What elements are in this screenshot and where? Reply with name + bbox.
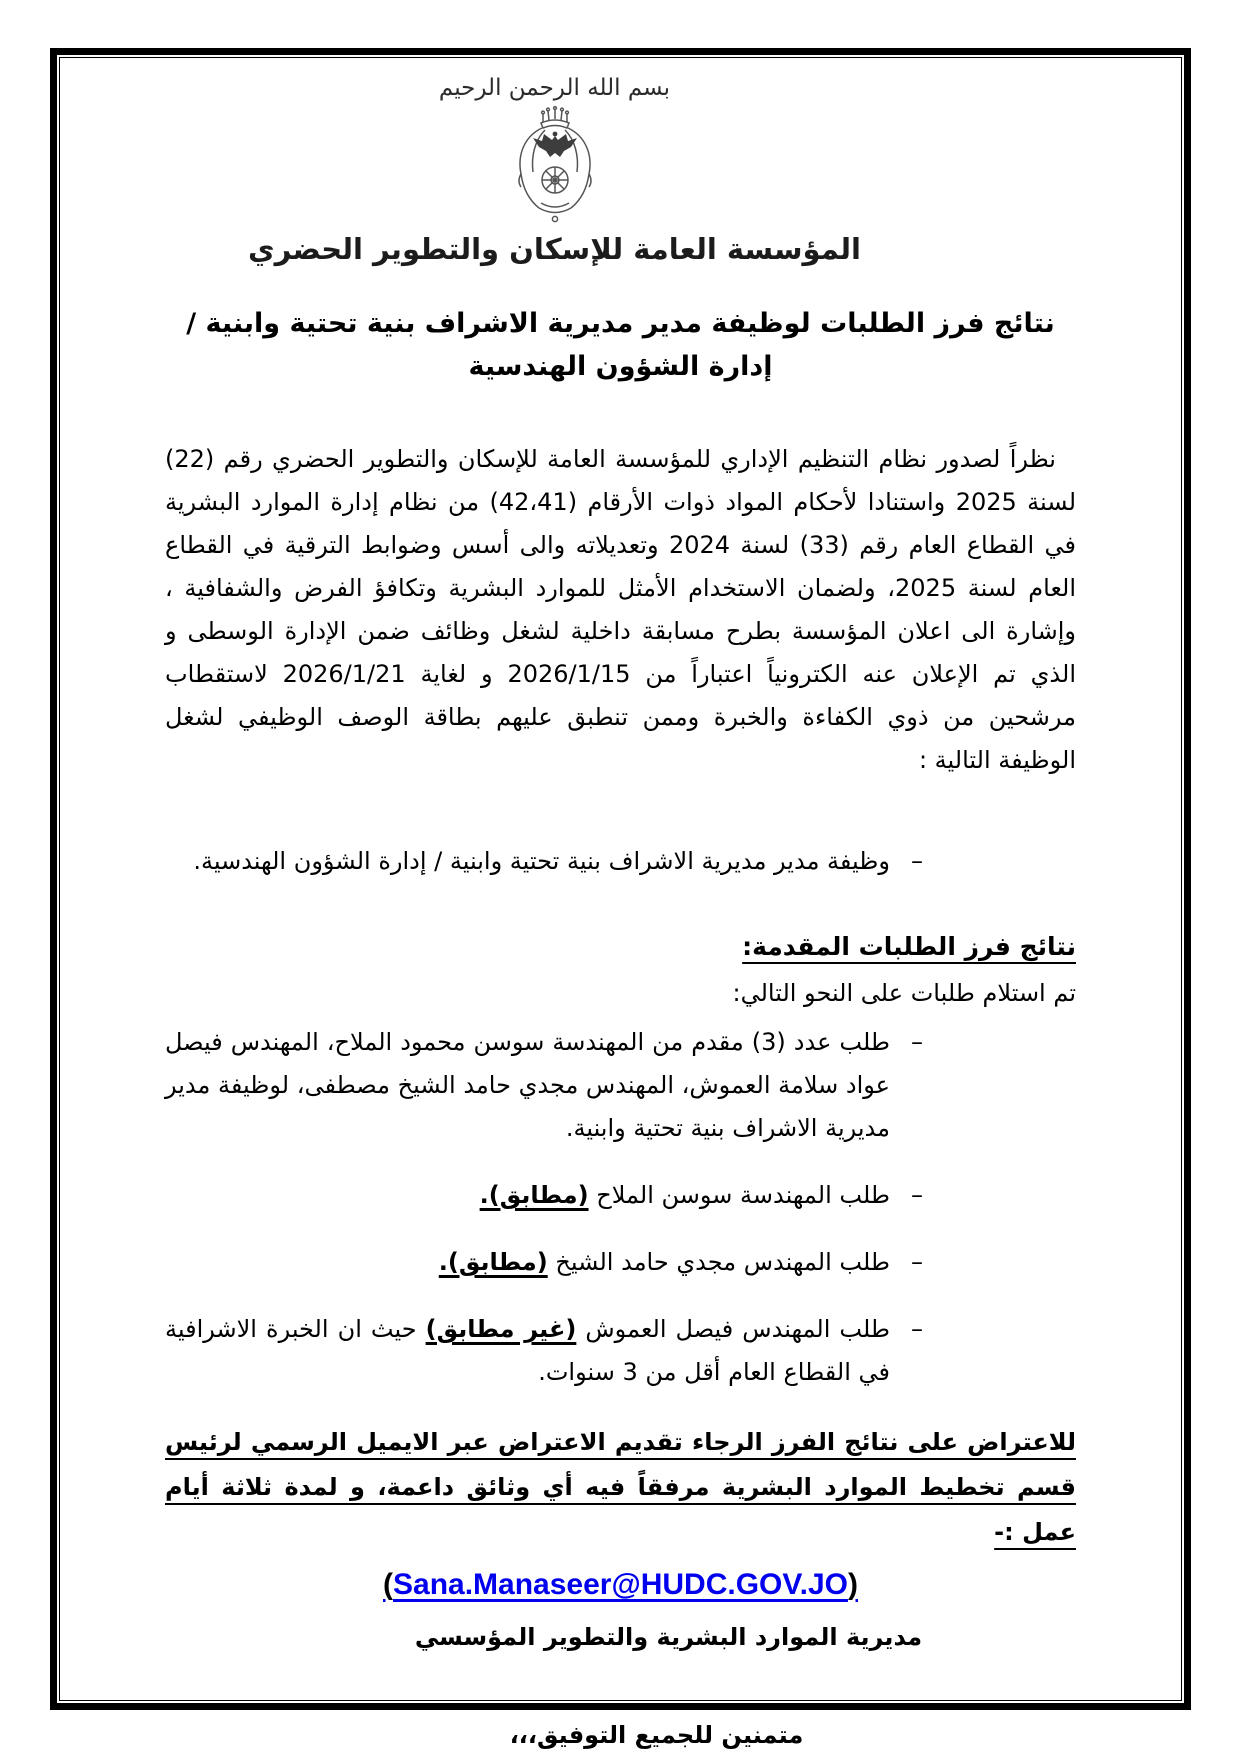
result-bullet-sawsan: [165, 1174, 928, 1217]
objection-notice: للاعتراض على نتائج الفرز الرجاء تقديم الاعتراض عبر الايميل الرسمي لرئيس قسم تخطيط الموارد البشرية مرفقاً فيه أي وثائق داعمة، و لمدة ثلاثة أيام عمل :-: [165, 1428, 1076, 1546]
email-line: [165, 1563, 1076, 1607]
email-open-paren: (: [383, 1568, 393, 1601]
position-bullet: [165, 840, 928, 883]
received-intro-line: تم استلام طلبات على النحو التالي:: [732, 979, 1076, 1007]
organization-name-calligraphy: المؤسسة العامة للإسكان والتطوير الحضري: [248, 232, 861, 266]
applications-summary-text: طلب عدد (3) مقدم من المهندسة سوسن محمود الملاح، المهندس فيصل عواد سلامة العموش، المهندس مجدي حامد الشيخ مصطفى، لوظيفة مدير مديرية الاشراف بنية تحتية وابنية.: [165, 1028, 891, 1142]
bismillah-calligraphy: بسم الله الرحمن الرحيم: [438, 75, 671, 101]
bullet-dash: –: [911, 1315, 923, 1343]
email-link[interactable]: Sana.Manaseer@HUDC.GOV.JO: [393, 1568, 848, 1601]
email-close-paren: ): [847, 1568, 858, 1601]
closing-wishes: متمنين للجميع التوفيق،،،: [509, 1721, 804, 1749]
emblem-container: [99, 106, 1010, 226]
mismatch-status: (غير مطابق): [425, 1315, 577, 1343]
bullet-dash: –: [911, 1028, 923, 1056]
match-status: (مطابق).: [479, 1181, 589, 1209]
result-bullet-text: [165, 1174, 890, 1217]
letter-content: [165, 62, 1076, 1755]
document-title: نتائج فرز الطلبات لوظيفة مدير مديرية الاشراف بنية تحتية وابنية / إدارة الشؤون الهندسية: [186, 308, 1055, 382]
match-status: (مطابق).: [438, 1248, 548, 1276]
bullet-dash: –: [911, 1181, 923, 1209]
bullet-dash: –: [911, 1248, 923, 1276]
result-suffix: حيث ان الخبرة الاشرافية في القطاع العام أقل من 3 سنوات.: [165, 1315, 890, 1386]
position-bullet-text: وظيفة مدير مديرية الاشراف بنية تحتية وابنية / إدارة الشؤون الهندسية.: [193, 847, 890, 875]
applicant-request-text: طلب المهندسة سوسن الملاح: [588, 1181, 890, 1209]
letterhead: [99, 72, 1010, 268]
bullet-dash: –: [911, 847, 923, 875]
jordan-coat-of-arms-icon: [505, 106, 605, 226]
result-bullet-text: [165, 1308, 890, 1394]
results-heading: نتائج فرز الطلبات المقدمة:: [742, 932, 1076, 961]
result-bullet-faisal: [165, 1308, 928, 1394]
email-underline-group: [383, 1568, 858, 1601]
applications-summary-bullet: [165, 1021, 928, 1150]
result-bullet-text: [165, 1241, 890, 1284]
applicant-request-text: طلب المهندس مجدي حامد الشيخ: [547, 1248, 890, 1276]
applicant-request-text: طلب المهندس فيصل العموش: [576, 1315, 891, 1343]
result-bullet-majdi: [165, 1241, 928, 1284]
signature-department: مديرية الموارد البشرية والتطوير المؤسسي: [414, 1623, 923, 1651]
intro-paragraph: نظراً لصدور نظام التنظيم الإداري للمؤسسة العامة للإسكان والتطوير الحضري رقم (22) لسنة 2025 واستنادا لأحكام المواد ذوات الأرقام (42،41) من نظام إدارة الموارد البشرية في القطاع العام رقم (33) لسنة 2024 وتعديلاته والى أسس وضوابط الترقية في القطاع العام لسنة 2025، ولضمان الاستخدام الأمثل للموارد البشرية وتكافؤ الفرض والشفافية ، وإشارة الى اعلان المؤسسة بطرح مسابقة داخلية لشغل وظائف ضمن الإدارة الوسطى و الذي تم الإعلان عنه الكترونياً اعتباراً من 2026/1/15 و لغاية 2026/1/21 لاستقطاب مرشحين من ذوي الكفاءة والخبرة وممن تنطبق عليهم بطاقة الوصف الوظيفي لشغل الوظيفة التالية :: [165, 445, 1077, 774]
